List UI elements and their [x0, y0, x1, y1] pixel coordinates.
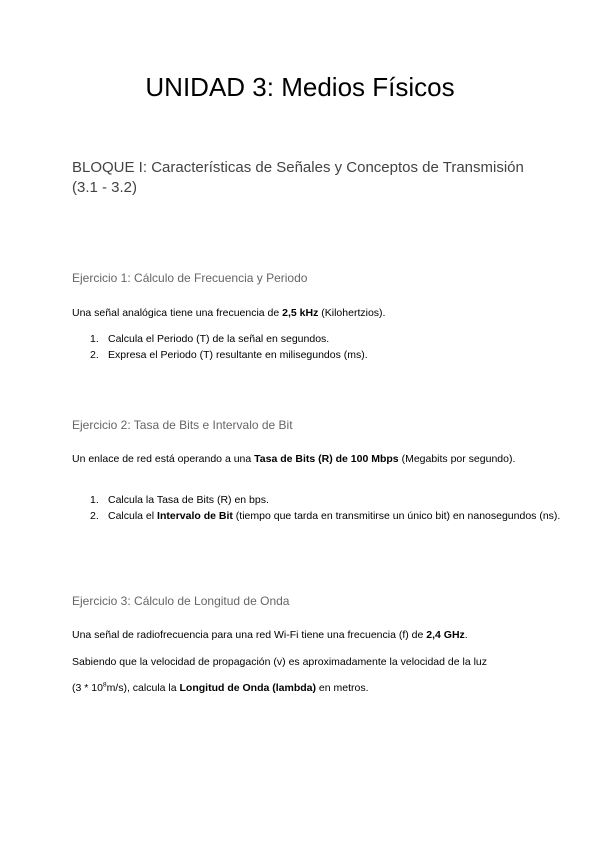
statement-text: Una señal de radiofrecuencia para una red Wi-Fi tiene una frecuencia (f) de: [72, 629, 427, 641]
statement-bold: Tasa de Bits (R) de 100 Mbps: [254, 453, 399, 465]
block-heading: BLOQUE I: Características de Señales y Conceptos de Transmisión (3.1 - 3.2): [72, 159, 524, 196]
exercise-3-heading: Ejercicio 3: Cálculo de Longitud de Onda: [72, 594, 290, 608]
list-text: Calcula la Tasa de Bits (R) en bps.: [108, 494, 269, 506]
list-item: [90, 348, 564, 364]
statement-text: (3 * 10: [72, 682, 103, 694]
list-number: 2.: [90, 348, 99, 361]
exercise-1-statement: [72, 306, 528, 322]
list-item: [90, 509, 564, 525]
exercise-3-statement-1: [72, 628, 528, 644]
exercise-2-heading: Ejercicio 2: Tasa de Bits e Intervalo de Bit: [72, 418, 293, 432]
superscript: 8: [102, 681, 107, 689]
statement-text: .: [464, 629, 468, 641]
statement-bold: 2,4 GHz: [426, 629, 465, 641]
exercise-2-statement: [72, 452, 528, 468]
statement-bold: 2,5 kHz: [282, 307, 319, 319]
statement-text: en metros.: [316, 682, 369, 694]
list-item: [90, 332, 564, 348]
list-text: (tiempo que tarda en transmitirse un único bit) en nanosegundos (ns).: [232, 509, 561, 522]
statement-bold: Longitud de Onda (lambda): [179, 682, 316, 694]
exercise-1-list: [72, 332, 564, 363]
statement-text: (Megabits por segundo).: [398, 453, 516, 465]
statement-text: (Kilohertzios).: [318, 307, 386, 319]
exercise-3-statement-3: [72, 681, 528, 697]
exercise-2-list: [72, 493, 564, 524]
list-number: 1.: [90, 333, 99, 345]
exercise-3-statement-2: Sabiendo que la velocidad de propagación (v) es aproximadamente la velocidad de la luz: [72, 656, 488, 668]
exercise-1-heading: Ejercicio 1: Cálculo de Frecuencia y Periodo: [72, 271, 308, 285]
list-text: Calcula el: [108, 509, 158, 522]
list-text: Expresa el Periodo (T) resultante en milisegundos (ms).: [108, 348, 368, 361]
list-text: Calcula el Periodo (T) de la señal en segundos.: [108, 333, 330, 345]
list-bold: Intervalo de Bit: [157, 509, 233, 522]
statement-text: Una señal analógica tiene una frecuencia de: [72, 307, 283, 319]
statement-text: m/s), calcula la: [106, 682, 180, 694]
list-item: [90, 493, 564, 509]
statement-text: Un enlace de red está operando a una: [72, 453, 255, 465]
page-title: UNIDAD 3: Medios Físicos: [145, 72, 455, 102]
list-number: 2.: [90, 509, 99, 522]
list-number: 1.: [90, 494, 99, 506]
